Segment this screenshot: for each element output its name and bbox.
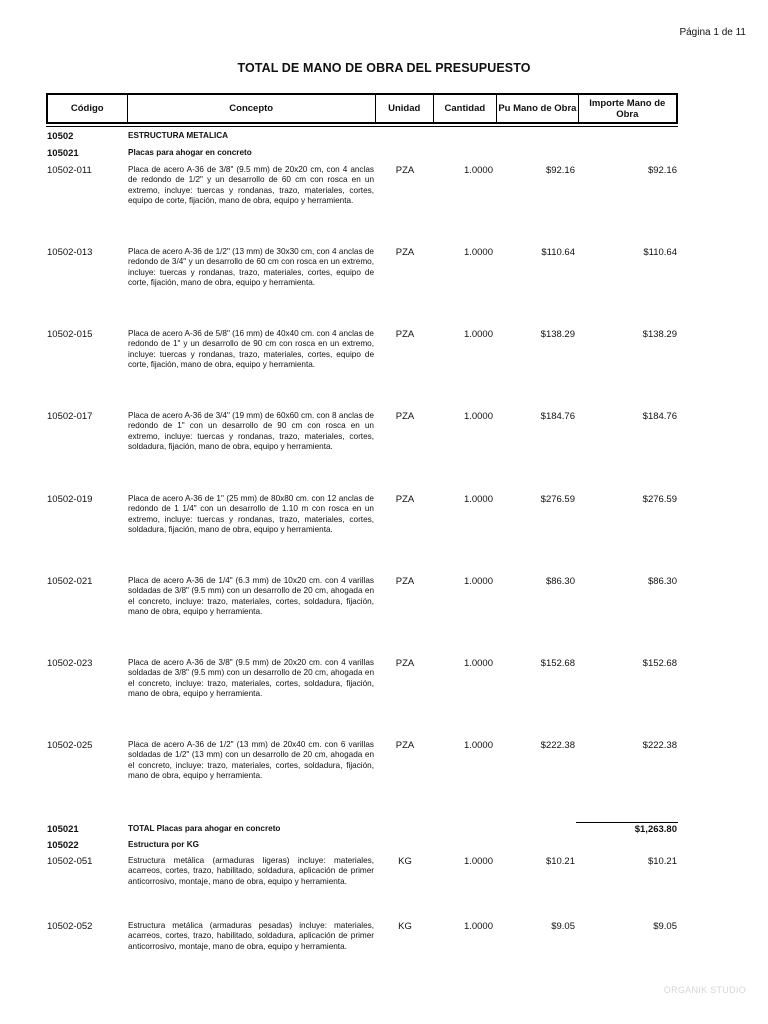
row-concept: Placa de acero A-36 de 1" (25 mm) de 80x80 cm. con 12 anclas de redondo de 1 1/4" con un desarrollo de 1.10 m con rosca en un extremo, incluye: tuercas y rondanas, trazo, materiales, cortes, soldadura, fijación, mano de obra, equipo y herramienta.: [128, 494, 374, 535]
row-quantity: 1.0000: [463, 658, 493, 669]
row-concept: Estructura por KG: [128, 840, 199, 849]
header-concepto: Concepto: [128, 95, 376, 122]
row-concept: Placa de acero A-36 de 3/8" (9.5 mm) de 20x20 cm. con 4 varillas soldadas de 3/8" (9.5 mm) con un desarrollo de 20 cm, ahogada en el concreto, incluye: trazo, materiales, cortes, soldadura, fijación, mano de obra, equipo y herramienta.: [128, 658, 374, 699]
row-concept: Placa de acero A-36 de 1/4" (6.3 mm) de 10x20 cm. con 4 varillas soldadas de 3/8" (9.5 mm) con un desarrollo de 20 cm, ahogada en el concreto, incluye: trazo, materiales, cortes, soldadura, fijación, mano de obra, equipo y herramienta.: [128, 576, 374, 617]
row-concept: Placa de acero A-36 de 5/8" (16 mm) de 40x40 cm. con 4 anclas de redondo de 1" y un desarrollo de 90 cm con rosca en un extremo, incluye: tuercas y rondanas, trazo, materiales, cortes, equipo de corte, fijación, mano de obra, equipo y herramienta.: [128, 329, 374, 370]
watermark: ORGANIK STUDIO: [663, 985, 746, 995]
row-concept: Estructura metálica (armaduras pesadas) incluye: materiales, acarreos, cortes, trazo, habilitado, soldadura, aplicación de primer anticorrosivo, montaje, mano de obra, equipo y herramienta.: [128, 921, 374, 951]
row-amount: $276.59: [642, 494, 677, 505]
row-code: 10502-052: [47, 921, 93, 932]
row-unit: PZA: [395, 411, 415, 422]
row-unit: PZA: [395, 658, 415, 669]
header-pu-mano-obra: Pu Mano de Obra: [497, 95, 578, 122]
row-unit: PZA: [395, 740, 415, 751]
row-code: 10502-011: [47, 165, 92, 176]
row-quantity: 1.0000: [463, 329, 493, 340]
row-quantity: 1.0000: [463, 165, 493, 176]
page-number: Página 1 de 11: [679, 27, 746, 38]
subtotal-amount: $1,263.80: [634, 824, 677, 835]
row-code: 105021: [47, 824, 79, 835]
row-concept: Placa de acero A-36 de 3/8" (9.5 mm) de 20x20 cm, con 4 anclas de redondo de 1/2" y un desarrollo de 60 cm con rosca en un extremo, incluye: tuercas y rondanas, trazo, materiales, cortes, equipo de corte, fijación, mano de obra, equipo y herramienta.: [128, 165, 374, 206]
row-unit: PZA: [395, 494, 415, 505]
row-code: 10502-015: [47, 329, 93, 340]
row-code: 10502-019: [47, 494, 93, 505]
row-code: 10502-051: [47, 856, 93, 867]
header-unidad: Unidad: [376, 95, 434, 122]
row-concept: Placa de acero A-36 de 3/4" (19 mm) de 60x60 cm. con 8 anclas de redondo de 1" con un desarrollo de 90 cm con rosca en un extremo, incluye: tuercas y rondanas, trazo, materiales, cortes, soldadura, fijación, mano de obra, equipo y herramienta.: [128, 411, 374, 452]
header-importe-mano-obra: Importe Mano de Obra: [589, 97, 666, 120]
row-concept: Placa de acero A-36 de 1/2" (13 mm) de 30x30 cm, con 4 anclas de redondo de 3/4" y un desarrollo de 60 cm con rosca en un extremo, incluye: tuercas y rondanas, trazo, materiales, cortes, equipo de corte, fijación, mano de obra, equipo y herramienta.: [128, 247, 374, 288]
row-amount: $9.05: [653, 921, 677, 932]
row-code: 10502-021: [47, 576, 93, 587]
row-amount: $138.29: [642, 329, 677, 340]
row-amount: $152.68: [642, 658, 677, 669]
row-quantity: 1.0000: [463, 247, 493, 258]
row-amount: $10.21: [647, 856, 677, 867]
row-unit: KG: [398, 856, 412, 867]
row-quantity: 1.0000: [463, 411, 493, 422]
row-quantity: 1.0000: [463, 494, 493, 505]
row-unit: PZA: [395, 329, 415, 340]
row-amount: $86.30: [647, 576, 677, 587]
row-unit-price: $222.38: [540, 740, 575, 751]
row-unit: PZA: [395, 165, 415, 176]
row-amount: $222.38: [642, 740, 677, 751]
row-quantity: 1.0000: [463, 576, 493, 587]
row-unit: PZA: [395, 576, 415, 587]
subtotal-rule: [576, 822, 678, 823]
row-amount: $110.64: [643, 247, 677, 258]
row-quantity: 1.0000: [463, 740, 493, 751]
row-concept: Estructura metálica (armaduras ligeras) incluye: materiales, acarreos, cortes, trazo, habilitado, soldadura, aplicación de primer anticorrosivo, montaje, mano de obra, equipo y herramienta.: [128, 856, 374, 886]
row-unit-price: $86.30: [545, 576, 575, 587]
row-concept: Placa de acero A-36 de 1/2" (13 mm) de 20x40 cm. con 6 varillas soldadas de 1/2" (13 mm) con un desarrollo de 20 cm, ahogada en el concreto, incluye: trazo, materiales, cortes, soldadura, fijación, mano de obra, equipo y herramienta.: [128, 740, 374, 781]
header-underline: [46, 126, 678, 127]
row-amount: $92.16: [647, 165, 677, 176]
row-unit-price: $92.16: [545, 165, 575, 176]
row-unit-price: $184.76: [540, 411, 575, 422]
header-codigo: Código: [48, 95, 128, 122]
row-amount: $184.76: [642, 411, 677, 422]
row-unit-price: $110.64: [541, 247, 575, 258]
row-code: 105021: [47, 148, 79, 159]
row-unit-price: $10.21: [545, 856, 575, 867]
document-title: TOTAL DE MANO DE OBRA DEL PRESUPUESTO: [237, 61, 531, 75]
row-unit-price: $138.29: [540, 329, 575, 340]
row-unit: PZA: [395, 247, 415, 258]
row-concept: Placas para ahogar en concreto: [128, 148, 252, 157]
header-cantidad: Cantidad: [434, 95, 498, 122]
row-quantity: 1.0000: [463, 856, 493, 867]
row-code: 10502-017: [47, 411, 93, 422]
row-code: 105022: [47, 840, 79, 851]
table-header: [46, 93, 678, 124]
row-concept: TOTAL Placas para ahogar en concreto: [128, 824, 281, 833]
row-unit: KG: [398, 921, 412, 932]
row-unit-price: $276.59: [540, 494, 575, 505]
row-concept: ESTRUCTURA METALICA: [128, 131, 229, 140]
row-unit-price: $9.05: [551, 921, 575, 932]
row-code: 10502-025: [47, 740, 93, 751]
row-code: 10502-023: [47, 658, 93, 669]
row-unit-price: $152.68: [540, 658, 575, 669]
row-quantity: 1.0000: [463, 921, 493, 932]
row-code: 10502: [47, 131, 74, 142]
row-code: 10502-013: [47, 247, 93, 258]
